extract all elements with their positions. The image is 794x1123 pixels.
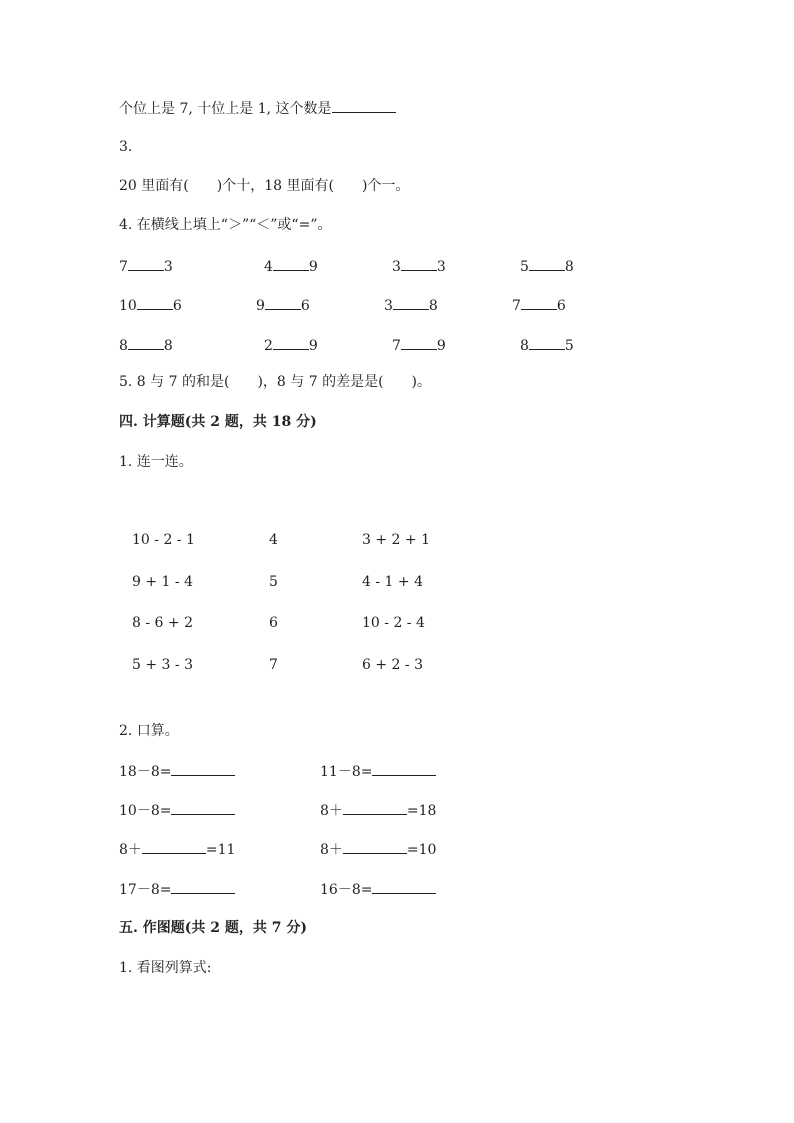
expression-left[interactable]: 8 - 6 + 2 [132,615,193,631]
expression-text: =18 [406,803,437,819]
number: 7 [119,259,128,275]
answer-blank[interactable] [128,335,164,350]
answer-blank[interactable] [372,879,436,894]
answer-blank[interactable] [521,295,557,310]
expression-right[interactable]: 4 - 1 + 4 [362,574,423,590]
expression-text: =10 [406,842,437,858]
answer-blank[interactable] [529,256,565,271]
expression-text: 8＋ [320,803,343,819]
comparison-item [264,256,318,277]
comparison-item [384,295,438,316]
question-3-number: 3. [119,139,133,155]
number: 9 [256,298,265,314]
expression-left[interactable]: 9 + 1 - 4 [132,574,193,590]
question-title: 1. 看图列算式: [119,960,212,976]
number: 5 [520,259,529,275]
expression-text: 10－8= [119,803,172,819]
answer-number[interactable]: 6 [269,615,278,631]
number: 4 [264,259,273,275]
expression-text: 16－8= [320,882,373,898]
number: 9 [436,338,446,354]
expression-left[interactable]: 10 - 2 - 1 [132,532,195,548]
answer-blank[interactable] [142,839,206,854]
number: 10 [119,298,137,314]
number: 3 [436,259,446,275]
expression-text: 17－8= [119,882,172,898]
question-5 [119,372,431,392]
answer-blank[interactable] [273,256,309,271]
comparison-item [520,256,574,277]
oral-calc-item [119,879,235,900]
number: 6 [172,298,182,314]
question-title: 2. 口算。 [119,723,179,739]
number: 8 [428,298,438,314]
answer-number[interactable]: 5 [269,574,278,590]
answer-blank[interactable] [171,879,235,894]
oral-calc-item [119,761,235,782]
number: 9 [308,259,318,275]
oral-calc-item [320,879,436,900]
expression-text: 8＋ [320,842,343,858]
question-title: 1. 连一连。 [119,454,193,470]
question-text: 个位上是 7, 十位上是 1, 这个数是 [119,101,332,117]
answer-blank[interactable] [137,295,173,310]
question-text: )。 [411,374,431,390]
answer-blank[interactable] [343,839,407,854]
comparison-item [512,295,566,316]
number: 8 [520,338,529,354]
answer-blank[interactable] [343,800,407,815]
question-text: )，8 与 7 的差是是( [257,374,384,390]
expression-right[interactable]: 10 - 2 - 4 [362,615,425,631]
number: 3 [163,259,173,275]
number: 3 [384,298,393,314]
number: 7 [512,298,521,314]
number: 9 [308,338,318,354]
oral-calc-item [119,839,235,860]
comparison-item [392,335,446,356]
expression-right[interactable]: 6 + 2 - 3 [362,657,423,673]
comparison-item [119,295,182,316]
comparison-item [392,256,446,277]
number: 8 [564,259,574,275]
section-heading: 五. 作图题(共 2 题，共 7 分) [119,920,307,936]
answer-blank[interactable] [273,335,309,350]
answer-blank[interactable] [529,335,565,350]
comparison-item [256,295,310,316]
question-text: )个一。 [361,178,410,194]
section-heading: 四. 计算题(共 2 题，共 18 分) [119,414,317,430]
expression-text: 8＋ [119,842,142,858]
answer-number[interactable]: 4 [269,532,278,548]
number: 8 [119,338,128,354]
answer-blank[interactable] [128,256,164,271]
comparison-item [520,335,574,356]
answer-blank[interactable] [372,761,436,776]
answer-blank[interactable] [401,335,437,350]
question-text: )个十，18 里面有( [216,178,334,194]
number: 3 [392,259,401,275]
oral-calc-item [320,839,436,860]
answer-blank[interactable] [171,761,235,776]
answer-blank[interactable] [393,295,429,310]
expression-right[interactable]: 3 + 2 + 1 [362,532,430,548]
number: 5 [564,338,574,354]
question-place-value [119,98,396,119]
number: 6 [300,298,310,314]
comparison-item [119,335,173,356]
oral-calc-item [320,800,436,821]
expression-left[interactable]: 5 + 3 - 3 [132,657,193,673]
question-text: 5. 8 与 7 的和是( [119,374,230,390]
oral-calc-item [320,761,436,782]
answer-blank[interactable] [332,98,396,113]
expression-text: 18－8= [119,764,172,780]
oral-calc-item [119,800,235,821]
expression-text: 11－8= [320,764,373,780]
comparison-item [264,335,318,356]
number: 6 [556,298,566,314]
question-3 [119,176,409,196]
number: 2 [264,338,273,354]
answer-blank[interactable] [171,800,235,815]
answer-number[interactable]: 7 [269,657,278,673]
answer-blank[interactable] [265,295,301,310]
comparison-item [119,256,173,277]
question-text: 20 里面有( [119,178,189,194]
answer-blank[interactable] [401,256,437,271]
question-4-title: 4. 在横线上填上“＞”“＜”或“=”。 [119,217,332,233]
number: 8 [163,338,173,354]
number: 7 [392,338,401,354]
expression-text: =11 [205,842,236,858]
